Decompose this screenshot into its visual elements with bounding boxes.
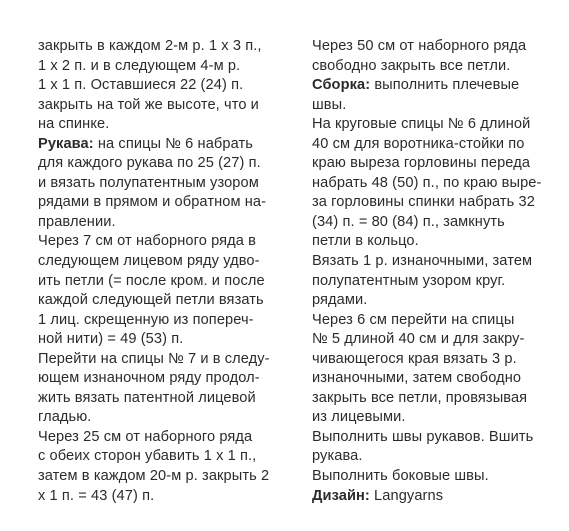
line-text: закрыть на той же высоте, что и (38, 96, 259, 113)
text-line (38, 350, 306, 370)
line-text: Выполнить боковые швы. (312, 468, 489, 485)
line-text: 1 х 1 п. Оставшиеся 22 (24) п. (38, 77, 244, 94)
line-text: на спинке. (38, 116, 110, 133)
line-text: и вязать полупатентным узором (38, 174, 259, 191)
line-text: за горловины спинки набрать 32 (312, 194, 535, 211)
text-line (312, 115, 564, 135)
text-line (312, 350, 564, 370)
text-line (38, 272, 306, 292)
line-text: х 1 п. = 43 (47) п. (38, 487, 155, 504)
text-line (312, 135, 564, 155)
text-line (38, 291, 306, 311)
line-text: петли в кольцо. (312, 233, 419, 250)
text-line (312, 447, 564, 467)
line-text: правлении. (38, 213, 116, 230)
line-text: следующем лицевом ряду удво- (38, 253, 260, 270)
text-line (312, 76, 564, 96)
text-line (38, 330, 306, 350)
text-line (38, 174, 306, 194)
line-text: Вязать 1 р. изнаночными, затем (312, 253, 533, 270)
line-text: выполнить плечевые (370, 77, 520, 94)
text-line (312, 272, 564, 292)
line-text: На круговые спицы № 6 длиной (312, 116, 531, 133)
text-line (38, 193, 306, 213)
line-text: ной нити) = 49 (53) п. (38, 331, 184, 348)
line-text: 1 лиц. скрещенную из попереч- (38, 311, 254, 328)
line-text: затем в каждом 20-м р. закрыть 2 (38, 468, 270, 485)
line-text: чивающегося края вязать 3 р. (312, 350, 517, 367)
line-text: полупатентным узором круг. (312, 272, 506, 289)
text-line (38, 389, 306, 409)
text-line (312, 96, 564, 116)
line-text: изнаночными, затем свободно (312, 370, 522, 387)
line-text: ющем изнаночном ряду продол- (38, 370, 260, 387)
line-text: Перейти на спицы № 7 и в следу- (38, 350, 270, 367)
text-line (312, 154, 564, 174)
text-line (312, 487, 564, 507)
line-text: 40 см для воротника-стойки по (312, 135, 525, 152)
text-line (312, 467, 564, 487)
line-text: для каждого рукава по 25 (27) п. (38, 155, 261, 172)
line-text: гладью. (38, 409, 92, 426)
text-line (38, 76, 306, 96)
line-text: Через 50 см от наборного ряда (312, 38, 527, 54)
text-line (38, 115, 306, 135)
left-text-column (38, 37, 306, 506)
section-heading: Рукава: (38, 135, 94, 152)
line-text: 1 х 2 п. и в следующем 4-м р. (38, 57, 241, 74)
text-line (312, 252, 564, 272)
line-text: рукава. (312, 448, 363, 465)
line-text: ить петли (= после кром. и после (38, 272, 265, 289)
line-text: рядами в прямом и обратном на- (38, 194, 267, 211)
text-line (312, 37, 564, 57)
section-heading: Сборка: (312, 77, 371, 94)
line-text: (34) п. = 80 (84) п., замкнуть (312, 213, 505, 230)
text-line (38, 37, 306, 57)
text-line (38, 467, 306, 487)
line-text: каждой следующей петли вязать (38, 292, 264, 309)
text-line (38, 57, 306, 77)
text-line (38, 213, 306, 233)
text-line (38, 154, 306, 174)
line-text: из лицевыми. (312, 409, 406, 426)
text-line (312, 369, 564, 389)
text-line (312, 213, 564, 233)
text-line (38, 232, 306, 252)
line-text: швы. (312, 96, 347, 113)
line-text: жить вязать патентной лицевой (38, 389, 256, 406)
line-text: Через 6 см перейти на спицы (312, 311, 515, 328)
line-text: Через 7 см от наборного ряда в (38, 233, 257, 250)
text-line (38, 487, 306, 507)
line-text: Через 25 см от наборного ряда (38, 428, 253, 445)
line-text: закрыть все петли, провязывая (312, 389, 528, 406)
text-line (38, 369, 306, 389)
text-line (312, 408, 564, 428)
line-text: № 5 длиной 40 см и для закру- (312, 331, 525, 348)
line-text: рядами. (312, 292, 368, 309)
right-text-column (312, 37, 564, 506)
text-line (312, 57, 564, 77)
text-line (312, 193, 564, 213)
section-heading: Дизайн: (312, 487, 370, 504)
line-text: на спицы № 6 набрать (93, 135, 253, 152)
line-text: свободно закрыть все петли. (312, 57, 511, 74)
text-line (38, 447, 306, 467)
text-line (312, 428, 564, 448)
text-line (38, 135, 306, 155)
line-text: закрыть в каждом 2-м р. 1 х 3 п., (38, 38, 262, 54)
line-text: краю выреза горловины переда (312, 155, 531, 172)
text-line (312, 311, 564, 331)
text-line (38, 408, 306, 428)
text-line (312, 291, 564, 311)
text-line (312, 330, 564, 350)
text-line (38, 252, 306, 272)
line-text: Langyarns (369, 487, 444, 504)
line-text: набрать 48 (50) п., по краю выре- (312, 174, 542, 191)
text-line (38, 311, 306, 331)
line-text: с обеих сторон убавить 1 х 1 п., (38, 448, 257, 465)
text-line (38, 96, 306, 116)
text-line (312, 389, 564, 409)
line-text: Выполнить швы рукавов. Вшить (312, 428, 534, 445)
text-line (312, 232, 564, 252)
text-line (38, 428, 306, 448)
text-line (312, 174, 564, 194)
